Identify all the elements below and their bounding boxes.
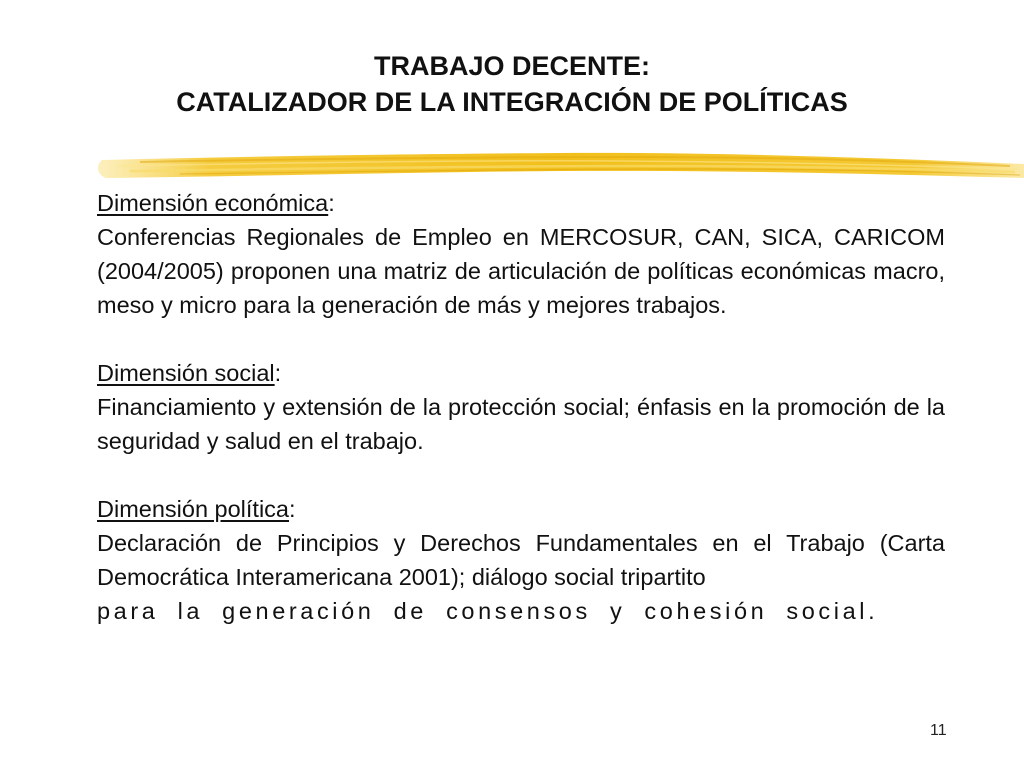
section-heading-text: Dimensión política: [97, 496, 290, 522]
heading-colon: :: [328, 190, 335, 216]
section-body: Financiamiento y extensión de la protección social; énfasis en la promoción de la seguridad y salud en el trabajo.: [97, 394, 945, 454]
section-body-spaced-line: para la generación de consensos y cohesión social.: [97, 598, 879, 624]
title-line-2: CATALIZADOR DE LA INTEGRACIÓN DE POLÍTICAS: [176, 87, 848, 117]
title-line-1: TRABAJO DECENTE:: [373, 51, 650, 81]
section-political: [97, 492, 945, 628]
section-body-last-line: [97, 594, 945, 628]
section-heading-text: Dimensión económica: [97, 190, 329, 216]
slide-body: [97, 186, 945, 662]
section-heading: [97, 186, 945, 220]
slide-title: [0, 48, 1024, 120]
section-social: [97, 356, 945, 458]
page-number: 11: [930, 722, 947, 739]
section-economic: [97, 186, 945, 322]
heading-colon: :: [289, 496, 296, 522]
section-heading-text: Dimensión social: [97, 360, 275, 386]
section-heading: [97, 492, 945, 526]
section-heading: [97, 356, 945, 390]
heading-colon: :: [274, 360, 282, 386]
section-body: Conferencias Regionales de Empleo en MERCOSUR, CAN, SICA, CARICOM (2004/2005) proponen una matriz de articulación de políticas económicas macro, meso y micro para la generación de más y mejores trabajos.: [97, 224, 945, 318]
section-body: Declaración de Principios y Derechos Fundamentales en el Trabajo (Carta Democrática Interamericana 2001); diálogo social tripartito: [97, 530, 945, 590]
